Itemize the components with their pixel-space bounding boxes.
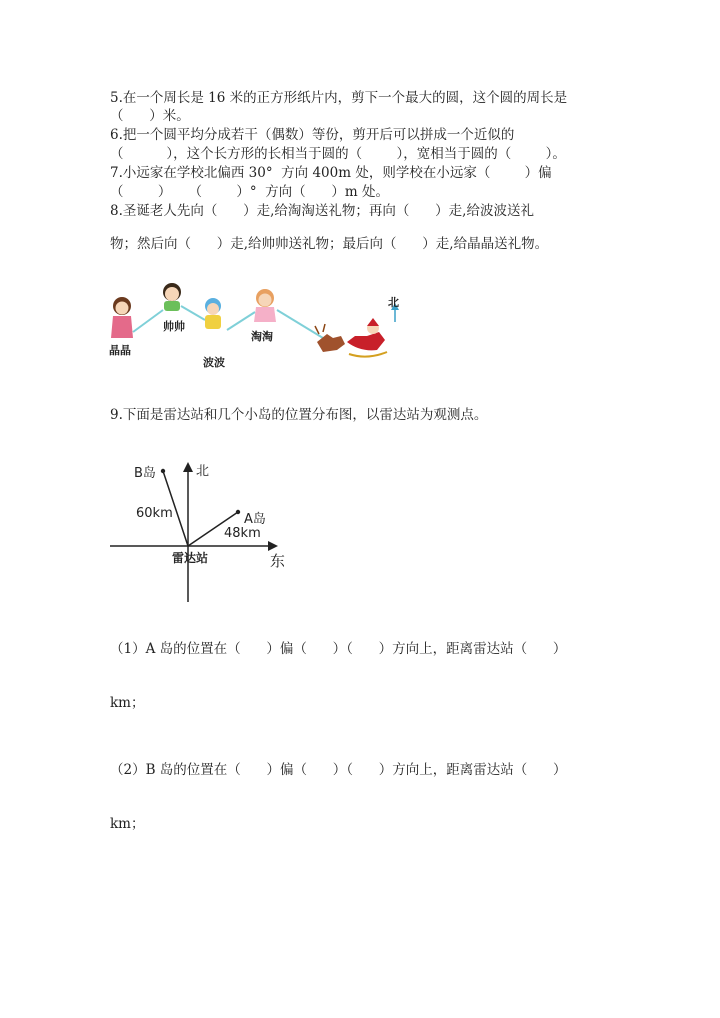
- q6-line2: （ ），这个长方形的长相当于圆的（ ），宽相当于圆的（ ）。: [110, 146, 566, 162]
- jingjing-figure: [111, 297, 133, 338]
- q9-intro: 9.下面是雷达站和几个小岛的位置分布图，以雷达站为观测点。: [110, 407, 488, 423]
- distance-b-label: 60km: [136, 506, 173, 521]
- kid-label-bobo: 波波: [203, 356, 225, 369]
- kid-label-shuaishuai: 帅帅: [163, 320, 185, 333]
- q9-sub2-line2: km；: [110, 816, 145, 832]
- island-b-label: B岛: [134, 466, 156, 481]
- radar-station-label: 雷达站: [172, 551, 209, 565]
- shuaishuai-figure: [163, 283, 181, 311]
- radar-diagram: [100, 450, 300, 610]
- q9-sub2-line1: （2）B 岛的位置在（ ）偏（ ）（ ）方向上，距离雷达站（ ）: [110, 762, 567, 778]
- q9-sub1-line1: （1）A 岛的位置在（ ）偏（ ）（ ）方向上，距离雷达站（ ）: [110, 641, 567, 657]
- q8-line1: 8.圣诞老人先向（ ）走,给淘淘送礼物；再向（ ）走,给波波送礼: [110, 203, 534, 219]
- q5-line2: （ ）米。: [110, 108, 190, 124]
- radar-east-label: 东: [270, 552, 286, 570]
- q7-line1: 7.小远家在学校北偏西 30° 方向 400m 处，则学校在小远家（ ）偏: [110, 165, 552, 181]
- kid-label-jingjing: 晶晶: [109, 344, 131, 357]
- santa-north-label: 北: [388, 296, 399, 309]
- radar-north-label: 北: [196, 464, 210, 479]
- distance-a-label: 48km: [224, 526, 261, 541]
- q9-sub1-line2: km；: [110, 695, 145, 711]
- q6-line1: 6.把一个圆平均分成若干（偶数）等份，剪开后可以拼成一个近似的: [110, 127, 515, 143]
- q5-line1: 5.在一个周长是 16 米的正方形纸片内，剪下一个最大的圆，这个圆的周长是: [110, 90, 568, 106]
- island-a-label: A岛: [244, 512, 266, 527]
- santa-route-figure: [105, 280, 415, 375]
- q8-line2: 物；然后向（ ）走,给帅帅送礼物；最后向（ ）走,给晶晶送礼物。: [110, 236, 549, 252]
- q7-line2: （ ） （ ）° 方向（ ）m 处。: [110, 184, 389, 200]
- santa-sleigh-figure: [315, 318, 387, 357]
- kid-label-taotao: 淘淘: [251, 330, 273, 343]
- bobo-figure: [205, 298, 221, 329]
- taotao-figure: [254, 289, 276, 322]
